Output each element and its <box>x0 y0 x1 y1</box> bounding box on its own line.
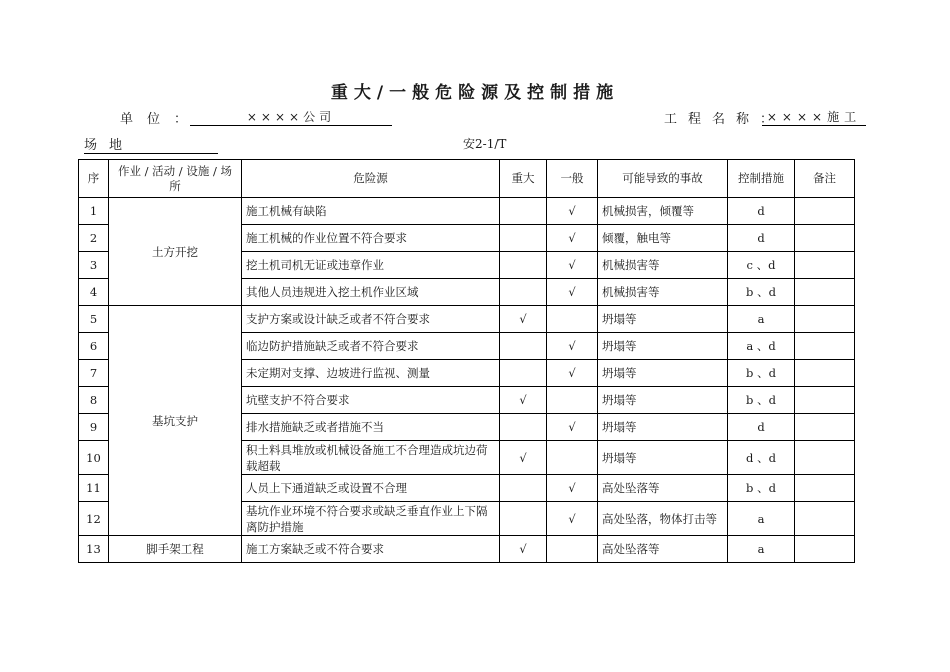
unit-label: 单位： <box>120 112 202 127</box>
table-row <box>79 536 855 563</box>
row-no: 7 <box>79 360 109 387</box>
measure-cell: d <box>728 414 795 441</box>
major-cell <box>500 225 547 252</box>
hazard-table <box>78 159 855 563</box>
hazard-cell: 基坑作业环境不符合要求或缺乏垂直作业上下隔离防护措施 <box>242 502 500 536</box>
accident-cell: 坍塌等 <box>598 306 728 333</box>
form-code: 安2-1/T <box>463 137 507 151</box>
accident-cell: 坍塌等 <box>598 387 728 414</box>
major-cell <box>500 279 547 306</box>
unit-value: ××××公司 <box>190 108 392 126</box>
general-cell: √ <box>547 333 598 360</box>
accident-cell: 高处坠落等 <box>598 536 728 563</box>
major-cell: √ <box>500 306 547 333</box>
accident-cell: 机械损害，倾覆等 <box>598 198 728 225</box>
accident-cell: 倾覆，触电等 <box>598 225 728 252</box>
activity-group-scaffolding: 脚手架工程 <box>109 536 242 563</box>
hazard-cell: 挖土机司机无证或违章作业 <box>242 252 500 279</box>
table-header-row <box>79 160 855 198</box>
hazard-cell: 排水措施缺乏或者措施不当 <box>242 414 500 441</box>
hazard-cell: 坑壁支护不符合要求 <box>242 387 500 414</box>
general-cell: √ <box>547 252 598 279</box>
remark-cell <box>795 502 855 536</box>
col-header-activity: 作业 / 活动 / 设施 / 场所 <box>109 160 242 198</box>
major-cell <box>500 360 547 387</box>
remark-cell <box>795 441 855 475</box>
general-cell: √ <box>547 414 598 441</box>
row-no: 13 <box>79 536 109 563</box>
remark-cell <box>795 252 855 279</box>
general-cell <box>547 441 598 475</box>
row-no: 6 <box>79 333 109 360</box>
accident-cell: 机械损害等 <box>598 252 728 279</box>
table-row <box>79 198 855 225</box>
row-no: 8 <box>79 387 109 414</box>
col-header-no: 序 <box>79 160 109 198</box>
general-cell: √ <box>547 279 598 306</box>
major-cell <box>500 252 547 279</box>
hazard-cell: 人员上下通道缺乏或设置不合理 <box>242 475 500 502</box>
remark-cell <box>795 414 855 441</box>
major-cell: √ <box>500 441 547 475</box>
row-no: 9 <box>79 414 109 441</box>
measure-cell: b 、d <box>728 279 795 306</box>
general-cell: √ <box>547 475 598 502</box>
general-cell <box>547 306 598 333</box>
col-header-general: 一般 <box>547 160 598 198</box>
row-no: 1 <box>79 198 109 225</box>
row-no: 10 <box>79 441 109 475</box>
row-no: 2 <box>79 225 109 252</box>
col-header-major: 重大 <box>500 160 547 198</box>
hazard-cell: 施工方案缺乏或不符合要求 <box>242 536 500 563</box>
major-cell <box>500 414 547 441</box>
measure-cell: a 、d <box>728 333 795 360</box>
major-cell: √ <box>500 387 547 414</box>
activity-group-pit-support: 基坑支护 <box>109 306 242 536</box>
project-name-value: ××××施工 <box>762 108 866 126</box>
hazard-cell: 临边防护措施缺乏或者不符合要求 <box>242 333 500 360</box>
hazard-cell: 支护方案或设计缺乏或者不符合要求 <box>242 306 500 333</box>
measure-cell: a <box>728 306 795 333</box>
general-cell: √ <box>547 225 598 252</box>
col-header-remark: 备注 <box>795 160 855 198</box>
hazard-cell: 未定期对支撑、边坡进行监视、测量 <box>242 360 500 387</box>
measure-cell: b 、d <box>728 360 795 387</box>
measure-cell: a <box>728 502 795 536</box>
hazard-cell: 施工机械的作业位置不符合要求 <box>242 225 500 252</box>
row-no: 11 <box>79 475 109 502</box>
remark-cell <box>795 306 855 333</box>
remark-cell <box>795 536 855 563</box>
general-cell: √ <box>547 198 598 225</box>
general-cell: √ <box>547 360 598 387</box>
remark-cell <box>795 387 855 414</box>
hazard-cell: 其他人员违规进入挖土机作业区域 <box>242 279 500 306</box>
col-header-accident: 可能导致的事故 <box>598 160 728 198</box>
accident-cell: 高处坠落，物体打击等 <box>598 502 728 536</box>
hazard-cell: 施工机械有缺陷 <box>242 198 500 225</box>
measure-cell: c 、d <box>728 252 795 279</box>
major-cell <box>500 198 547 225</box>
remark-cell <box>795 225 855 252</box>
accident-cell: 坍塌等 <box>598 360 728 387</box>
accident-cell: 坍塌等 <box>598 333 728 360</box>
site-label: 场地 <box>84 134 218 154</box>
row-no: 4 <box>79 279 109 306</box>
table-row <box>79 306 855 333</box>
accident-cell: 坍塌等 <box>598 414 728 441</box>
accident-cell: 机械损害等 <box>598 279 728 306</box>
general-cell: √ <box>547 502 598 536</box>
remark-cell <box>795 333 855 360</box>
remark-cell <box>795 279 855 306</box>
major-cell: √ <box>500 536 547 563</box>
measure-cell: a <box>728 536 795 563</box>
accident-cell: 高处坠落等 <box>598 475 728 502</box>
major-cell <box>500 475 547 502</box>
measure-cell: d <box>728 225 795 252</box>
accident-cell: 坍塌等 <box>598 441 728 475</box>
row-no: 12 <box>79 502 109 536</box>
measure-cell: b 、d <box>728 475 795 502</box>
page-title: 重大/一般危险源及控制措施 <box>330 83 620 103</box>
hazard-cell: 积土料具堆放或机械设备施工不合理造成坑边荷载超载 <box>242 441 500 475</box>
measure-cell: d <box>728 198 795 225</box>
row-no: 3 <box>79 252 109 279</box>
major-cell <box>500 502 547 536</box>
general-cell <box>547 536 598 563</box>
row-no: 5 <box>79 306 109 333</box>
col-header-hazard: 危险源 <box>242 160 500 198</box>
col-header-measure: 控制措施 <box>728 160 795 198</box>
remark-cell <box>795 360 855 387</box>
measure-cell: d 、d <box>728 441 795 475</box>
project-name-label: 工程名称： <box>664 112 785 127</box>
general-cell <box>547 387 598 414</box>
remark-cell <box>795 475 855 502</box>
major-cell <box>500 333 547 360</box>
activity-group-earthwork: 土方开挖 <box>109 198 242 306</box>
remark-cell <box>795 198 855 225</box>
measure-cell: b 、d <box>728 387 795 414</box>
